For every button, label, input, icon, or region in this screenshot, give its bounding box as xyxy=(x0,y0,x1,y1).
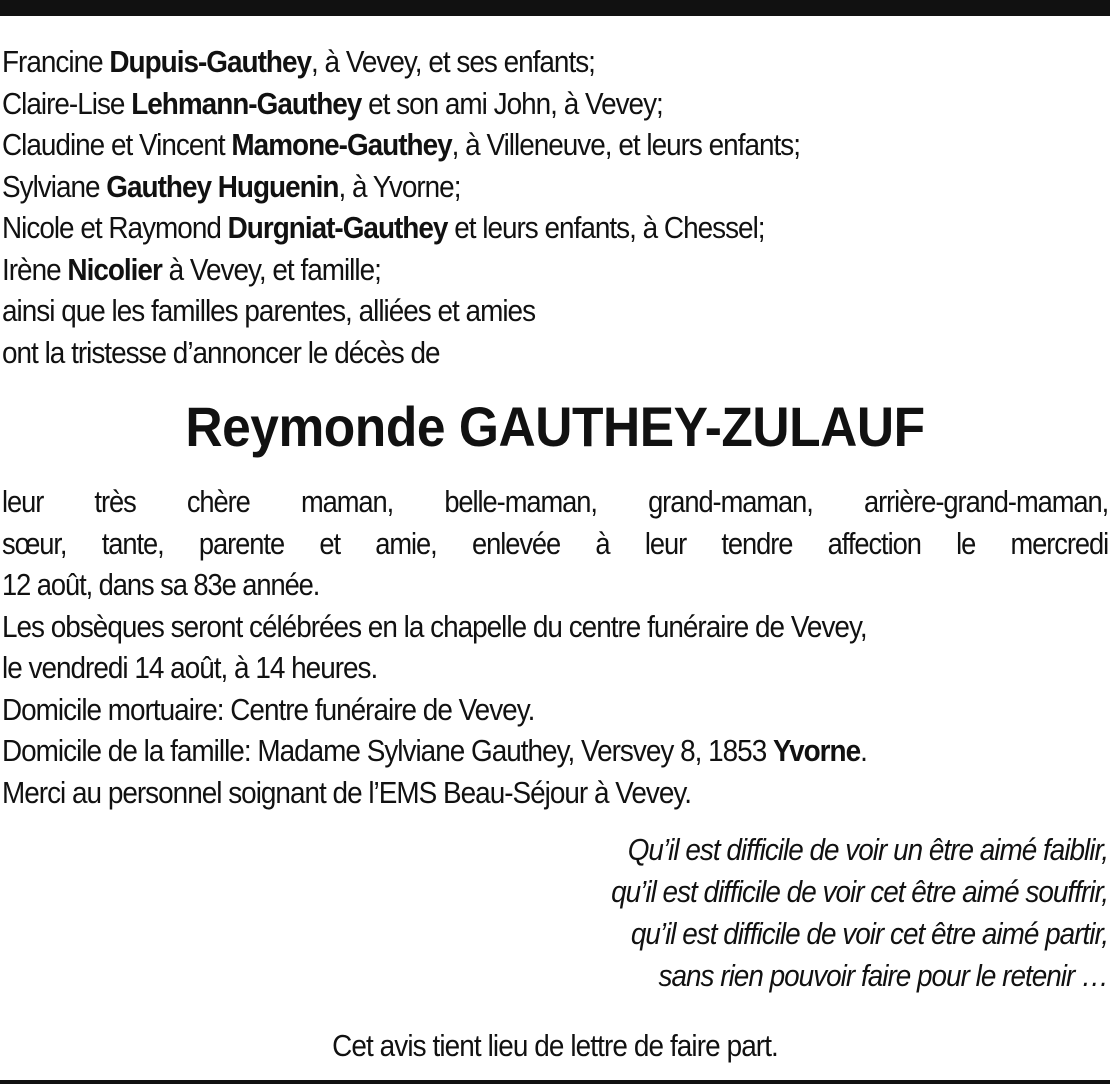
info-text: Domicile de la famille: Madame Sylviane Gauthey, Versvey 8, 1853 xyxy=(2,733,773,768)
family-name: Lehmann-Gauthey xyxy=(131,85,362,121)
announcement-line xyxy=(2,332,997,374)
info-line xyxy=(2,606,997,648)
family-line-text: et leurs enfants, à Chessel; xyxy=(447,210,765,245)
family-line-text: à Vevey, et famille; xyxy=(161,251,381,287)
top-border-rule xyxy=(0,0,1110,16)
family-line xyxy=(2,41,997,83)
funeral-info xyxy=(2,606,1108,814)
family-name: Durgniat-Gauthey xyxy=(227,210,448,245)
family-name: Mamone-Gauthey xyxy=(231,127,452,162)
family-line-text: , à Yvorne; xyxy=(338,168,461,204)
family-list xyxy=(2,41,1108,373)
info-line xyxy=(2,730,997,772)
obituary-notice xyxy=(2,41,1108,1066)
family-line-text: Claudine et Vincent xyxy=(2,127,232,162)
poem-line: sans rien pouvoir faire pour le retenir … xyxy=(658,958,1108,993)
poem-line: Qu’il est difficile de voir un être aimé faiblir, xyxy=(627,832,1108,867)
family-line-text: Sylviane xyxy=(2,168,107,204)
family-line xyxy=(2,290,997,332)
info-text: Les obsèques seront célébrées en la chapelle du centre funéraire de Vevey, xyxy=(2,608,867,644)
family-line-text: Claire-Lise xyxy=(2,85,132,121)
info-line xyxy=(2,647,997,689)
info-line xyxy=(2,772,997,814)
info-bold: Yvorne xyxy=(772,733,861,768)
family-line-text: Irène xyxy=(2,251,68,287)
family-line-text: Nicole et Raymond xyxy=(2,210,228,245)
family-line xyxy=(2,249,997,291)
info-text: Domicile mortuaire: Centre funéraire de Vevey. xyxy=(2,691,535,727)
family-line xyxy=(2,207,997,249)
family-line xyxy=(2,83,997,125)
bottom-border-rule xyxy=(0,1080,1110,1084)
family-name: Dupuis-Gauthey xyxy=(109,44,312,79)
family-line-text: ainsi que les familles parentes, alliées et amies xyxy=(2,293,536,328)
tribute-line: sœur, tante, parente et amie, enlevée à leur tendre affection le mercredi xyxy=(2,525,1109,561)
family-name: Nicolier xyxy=(67,251,162,287)
tribute-paragraph xyxy=(2,481,1108,606)
family-line-text: et son ami John, à Vevey; xyxy=(361,85,663,121)
poem-line: qu’il est difficile de voir cet être aimé partir, xyxy=(630,916,1108,951)
info-text: le vendredi 14 août, à 14 heures. xyxy=(2,650,378,685)
family-line xyxy=(2,124,997,166)
family-line xyxy=(2,166,997,208)
info-text: . xyxy=(860,733,867,768)
family-line-text: Francine xyxy=(2,44,110,79)
tribute-line: leur très chère maman, belle-maman, grand-maman, arrière-grand-maman, xyxy=(2,484,1109,519)
poem xyxy=(2,829,1108,997)
deceased-name: Reymonde GAUTHEY-ZULAUF xyxy=(185,395,925,458)
family-line-text: , à Villeneuve, et leurs enfants; xyxy=(451,127,801,162)
tribute-line: 12 août, dans sa 83e année. xyxy=(2,567,320,602)
family-line-text: , à Vevey, et ses enfants; xyxy=(311,44,595,79)
info-line xyxy=(2,689,997,731)
poem-line: qu’il est difficile de voir cet être aimé souffrir, xyxy=(611,874,1108,909)
announcement-text: ont la tristesse d’annoncer le décès de xyxy=(2,334,440,370)
family-name: Gauthey Huguenin xyxy=(106,168,339,204)
closing-note: Cet avis tient lieu de lettre de faire part. xyxy=(332,1028,778,1063)
info-text: Merci au personnel soignant de l’EMS Beau-Séjour à Vevey. xyxy=(2,774,692,810)
